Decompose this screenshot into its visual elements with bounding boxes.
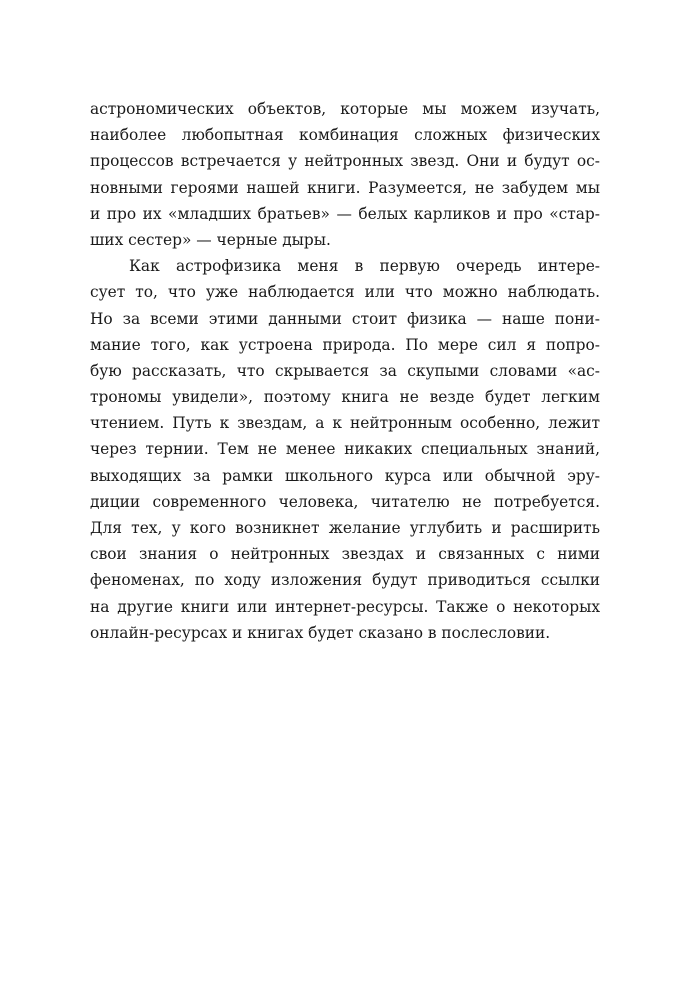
text-line: новными героями нашей книги. Разумеется, не забудем мы bbox=[90, 178, 600, 197]
text-line: астрономических объектов, которые мы можем изучать, bbox=[90, 100, 600, 118]
paragraph-2 bbox=[90, 253, 600, 646]
text-line: бую рассказать, что скрывается за скупыми словами «ас- bbox=[90, 361, 600, 380]
body-text bbox=[90, 96, 600, 646]
text-line: мание того, как устроена природа. По мере сил я попро- bbox=[90, 335, 600, 354]
text-line: через тернии. Тем не менее никаких специальных знаний, bbox=[90, 440, 600, 459]
text-line: онлайн-ресурсах и книгах будет сказано в послесловии. bbox=[90, 623, 551, 642]
text-line: феноменах, по ходу изложения будут приводиться ссылки bbox=[90, 571, 600, 590]
text-line: чтением. Путь к звездам, а к нейтронным особенно, лежит bbox=[90, 414, 600, 433]
text-line: свои знания о нейтронных звездах и связанных с ними bbox=[90, 545, 600, 564]
text-line: на другие книги или интернет-ресурсы. Также о некоторых bbox=[90, 597, 600, 616]
text-line: выходящих за рамки школьного курса или обычной эру- bbox=[90, 466, 600, 485]
text-line: Но за всеми этими данными стоит физика — наше пони- bbox=[90, 309, 600, 328]
text-line: Как астрофизика меня в первую очередь интере- bbox=[129, 257, 600, 276]
text-line: трономы увидели», поэтому книга не везде будет легким bbox=[90, 388, 600, 407]
text-line: и про их «младших братьев» — белых карликов и про «стар- bbox=[90, 204, 600, 223]
text-line: процессов встречается у нейтронных звезд. Они и будут ос- bbox=[90, 152, 600, 171]
paragraph-1 bbox=[90, 96, 600, 253]
text-line: ших сестер» — черные дыры. bbox=[90, 230, 331, 249]
text-line: Для тех, у кого возникнет желание углубить и расширить bbox=[90, 519, 600, 537]
text-line: сует то, что уже наблюдается или что можно наблюдать. bbox=[90, 283, 600, 302]
text-line: наиболее любопытная комбинация сложных физических bbox=[90, 126, 600, 145]
text-line: диции современного человека, читателю не потребуется. bbox=[90, 492, 600, 511]
